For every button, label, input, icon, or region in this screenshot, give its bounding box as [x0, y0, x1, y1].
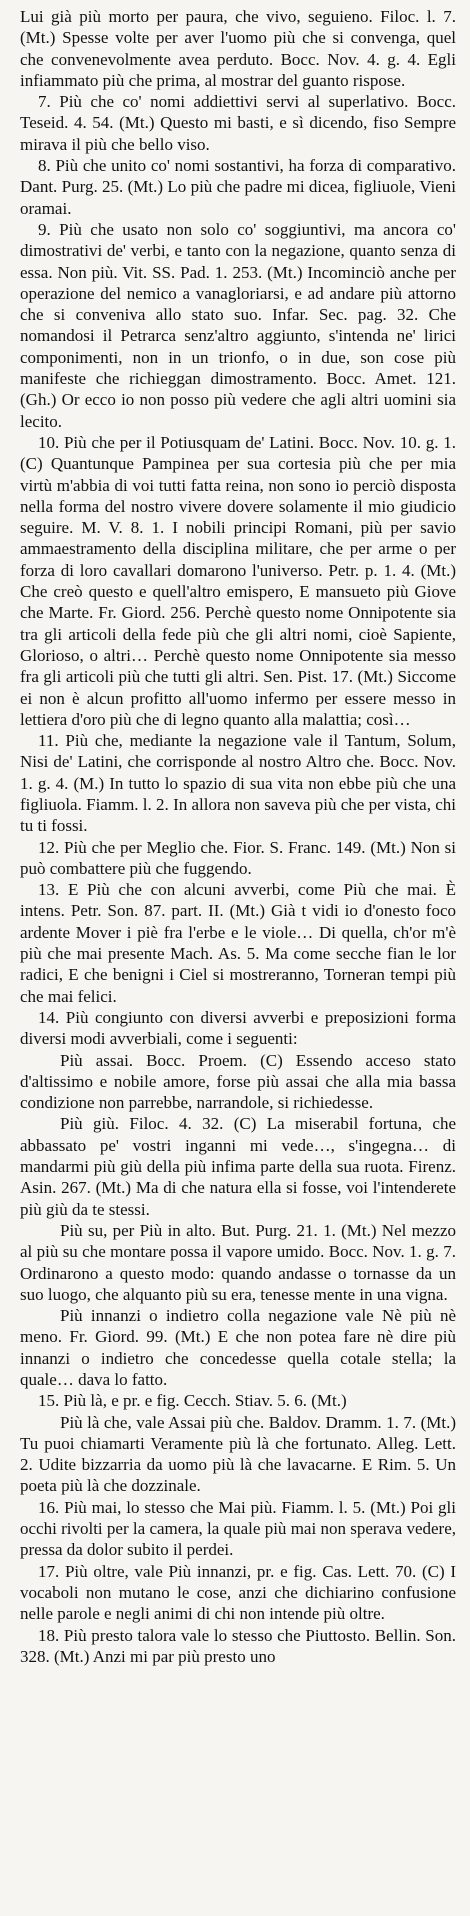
entry-14: 14. Più congiunto con diversi avverbi e preposizioni forma diversi modi avverbiali, come i seguenti: [20, 1007, 456, 1049]
sub-entry-piu-su: Più su, per Più in alto. But. Purg. 21. 1. (Mt.) Nel mezzo al più su che montare possa il vapore umido. Bocc. Nov. 1. g. 7. Ordinarono a questo modo: quando andasse o tornasse da un suo luogo, che alquanto più su era, tenesse mente in una vigna. [20, 1220, 456, 1304]
entry-18: 18. Più presto talora vale lo stesso che Piuttosto. Bellin. Son. 328. (Mt.) Anzi mi par più presto uno [20, 1625, 456, 1666]
sub-entry-piu-giu: Più giù. Filoc. 4. 32. (C) La miserabil fortuna, che abbassato pe' vostri inganni mi vede…, s'ingegna… di mandarmi più giù della più infima parte della sua ruota. Firenz. Asin. 267. (Mt.) Ma di che natura ella si fosse, voi l'intenderete più giù da te stessi. [20, 1114, 456, 1219]
entry-16: 16. Più mai, lo stesso che Mai più. Fiamm. l. 5. (Mt.) Poi gli occhi rivolti per la camera, la quale più mai non sperava vedere, pressa da dolor subito il perdei. [20, 1497, 456, 1560]
entry-11: 11. Più che, mediante la negazione vale il Tantum, Solum, Nisi de' Latini, che corrisponde al nostro Altro che. Bocc. Nov. 1. g. 4. (M.) In tutto lo spazio di sua vita non ebbe più che una figliuola. Fiamm. l. 2. In allora non saveva più che per vista, chi tu ti fossi. [20, 731, 456, 836]
sub-entry-piu-innanzi: Più innanzi o indietro colla negazione vale Nè più nè meno. Fr. Giord. 99. (Mt.) E che non potea fare nè dire più innanzi o indietro che concedesse quella cotale stella; la quale… dava lo fatto. [20, 1306, 456, 1389]
entry-15: 15. Più là, e pr. e fig. Cecch. Stiav. 5. 6. (Mt.) [38, 1391, 347, 1411]
entry-12: 12. Più che per Meglio che. Fior. S. Franc. 149. (Mt.) Non si può combattere più che fuggendo. [20, 837, 456, 878]
entry-10: 10. Più che per il Potiusquam de' Latini. Bocc. Nov. 10. g. 1. (C) Quantunque Pampinea per sua cortesia più che per mia virtù m'abbia di voi tutti fatta reina, non sono io perciò disposta nella forma del nostro vivere dovere solamente il mio giudicio seguire. M. V. 8. 1. I nobili principi Romani, più per savio ammaestramento della disciplina militare, che per arme o per forza di loro cavallari domarono l'universo. Petr. p. 1. 4. (Mt.) Che creò questo e quell'altro emispero, E mansueto più Giove che Marte. Fr. Giord. 256. Perchè questo nome Onnipotente sia tra gli articoli della fede più che gli altri nomi, cioè Sapiente, Glorioso, o altri… Perchè questo nome Onnipotente sia messo fra gli articoli più che tutti gli altri. Sen. Pist. 17. (Mt.) Siccome ei non è alcun profitto all'uomo infermo per essere messo in lettiera d'oro più che di legno quanto alla malattia; così… [20, 432, 456, 729]
sub-entry-piu-assai: Più assai. Bocc. Proem. (C) Essendo acceso stato d'altissimo e nobile amore, forse più assai che alla mia bassa condizione non parrebbe, narrandole, si richiedesse. [20, 1050, 456, 1113]
sub-entry-piu-la-che: Più là che, vale Assai più che. Baldov. Dramm. 1. 7. (Mt.) Tu puoi chiamarti Veramente più là che fortunato. Alleg. Lett. 2. Udite bizzarria da uomo più là che lavacarne. E Rim. 5. Un poeta più là che dozzinale. [20, 1412, 456, 1496]
entry-8: 8. Più che unito co' nomi sostantivi, ha forza di comparativo. Dant. Purg. 25. (Mt.) Lo più che padre mi dicea, figliuole, Vieni oramai. [20, 156, 456, 218]
entry-9: 9. Più che usato non solo co' soggiuntivi, ma ancora co' dimostrativi de' verbi, e tanto con la negazione, quanto senza di essa. Non più. Vit. SS. Pad. 1. 253. (Mt.) Incominciò anche per operazione del nemico a vanagloriarsi, e ad andare più attorno che si conveniva allo stato suo. Infar. Sec. pag. 32. Che nomandosi il Petrarca senz'altro aggiunto, s'intenda ne' lirici componimenti, non in un trionfo, o in due, son cose più manifeste che richieggan dimostramento. Bocc. Amet. 121. (Gh.) Or ecco io non posso più vedere che agli altri uomini sia lecito. [20, 219, 456, 431]
entry-17: 17. Più oltre, vale Più innanzi, pr. e fig. Cas. Lett. 70. (C) I vocaboli non mutano le cose, anzi che dichiarino confusione nelle parole e negli animi di chi non intende più oltre. [20, 1561, 456, 1624]
entry-7: 7. Più che co' nomi addiettivi servi al superlativo. Bocc. Teseid. 4. 54. (Mt.) Questo mi basti, e sì dicendo, fiso Sempre mirava il più che bello viso. [20, 92, 456, 154]
entry-13: 13. E Più che con alcuni avverbi, come Più che mai. È intens. Petr. Son. 87. part. II. (Mt.) Già t vidi io d'onesto foco ardente Mover i piè fra l'erbe e le viole… Di quella, ch'or m'è più che mai presente Mach. As. 5. Ma come secche fian le lor radici, E che benigni i Ciel si mostreranno, Torneran tempi più che mai felici. [20, 880, 456, 1006]
paragraph-continuation: Lui già più morto per paura, che vivo, seguieno. Filoc. l. 7. (Mt.) Spesse volte per aver l'uomo più che si convenga, quel che convenevolmente avea perduto. Bocc. Nov. 4. g. 4. Egli infiammato più che prima, al mostrar del guanto rispose. [20, 7, 456, 90]
